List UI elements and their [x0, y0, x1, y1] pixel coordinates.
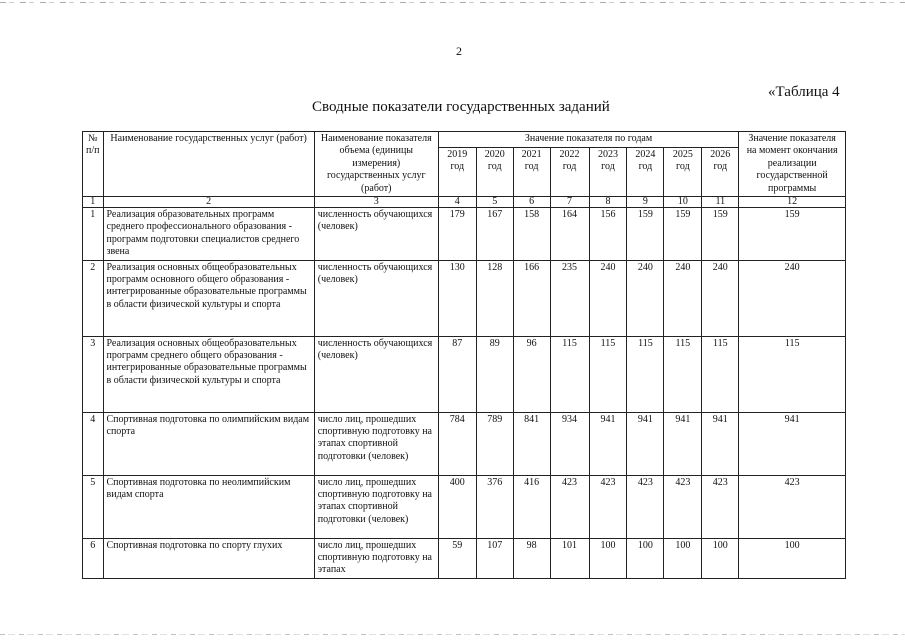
final-value: 240: [739, 260, 846, 336]
year-value: 179: [438, 208, 476, 261]
header-year: 2024 год: [627, 147, 664, 196]
year-value: 159: [664, 208, 702, 261]
year-value: 159: [627, 208, 664, 261]
header-year: 2020 год: [476, 147, 513, 196]
year-value: 100: [664, 538, 702, 578]
year-value: 941: [664, 412, 702, 475]
scan-artifact-top: [0, 2, 905, 3]
final-value: 423: [739, 475, 846, 538]
year-value: 115: [589, 336, 627, 412]
year-value: 235: [550, 260, 589, 336]
year-value: 98: [513, 538, 550, 578]
column-number: 8: [589, 197, 627, 208]
header-year: 2023 год: [589, 147, 627, 196]
page-number: 2: [456, 44, 462, 58]
year-value: 423: [702, 475, 739, 538]
year-value: 128: [476, 260, 513, 336]
year-value: 841: [513, 412, 550, 475]
scan-artifact-bottom: [0, 634, 905, 635]
row-number: 3: [83, 336, 104, 412]
year-value: 941: [627, 412, 664, 475]
column-number: 1: [83, 197, 104, 208]
year-value: 87: [438, 336, 476, 412]
year-value: 101: [550, 538, 589, 578]
year-value: 376: [476, 475, 513, 538]
year-value: 100: [589, 538, 627, 578]
final-value: 100: [739, 538, 846, 578]
year-value: 240: [627, 260, 664, 336]
indicator-name: число лиц, прошедших спортивную подготовку на этапах спортивной подготовки (человек): [314, 412, 438, 475]
year-value: 158: [513, 208, 550, 261]
column-number: 7: [550, 197, 589, 208]
header-year: 2022 год: [550, 147, 589, 196]
indicators-table: [82, 131, 846, 579]
header-year: 2026 год: [702, 147, 739, 196]
year-value: 166: [513, 260, 550, 336]
table-row: [83, 475, 846, 538]
indicator-name: число лиц, прошедших спортивную подготовку на этапах: [314, 538, 438, 578]
header-final-value: Значение показателя на момент окончания реализации государственной программы: [739, 132, 846, 197]
indicator-name: численность обучающихся (человек): [314, 336, 438, 412]
column-number: 12: [739, 197, 846, 208]
year-value: 100: [702, 538, 739, 578]
column-number: 4: [438, 197, 476, 208]
year-value: 789: [476, 412, 513, 475]
year-value: 400: [438, 475, 476, 538]
service-name: Спортивная подготовка по неолимпийским видам спорта: [103, 475, 314, 538]
header-values-by-year: Значение показателя по годам: [438, 132, 738, 148]
year-value: 164: [550, 208, 589, 261]
year-value: 96: [513, 336, 550, 412]
service-name: Реализация основных общеобразовательных программ основного общего образования - интегрированные образовательные программы в области физической культуры и спорта: [103, 260, 314, 336]
header-row-1: [83, 132, 846, 148]
table-row: [83, 336, 846, 412]
service-name: Реализация основных общеобразовательных программ среднего общего образования - интегрированные образовательные программы в области физической культуры и спорта: [103, 336, 314, 412]
column-number: 3: [314, 197, 438, 208]
year-value: 423: [627, 475, 664, 538]
header-indicator: Наименование показателя объема (единицы измерения) государственных услуг (работ): [314, 132, 438, 197]
row-number: 6: [83, 538, 104, 578]
year-value: 784: [438, 412, 476, 475]
year-value: 423: [550, 475, 589, 538]
year-value: 159: [702, 208, 739, 261]
year-value: 115: [550, 336, 589, 412]
header-year: 2019 год: [438, 147, 476, 196]
year-value: 115: [702, 336, 739, 412]
final-value: 941: [739, 412, 846, 475]
year-value: 941: [589, 412, 627, 475]
row-number: 5: [83, 475, 104, 538]
year-value: 100: [627, 538, 664, 578]
header-year: 2025 год: [664, 147, 702, 196]
final-value: 159: [739, 208, 846, 261]
year-value: 156: [589, 208, 627, 261]
column-number: 6: [513, 197, 550, 208]
row-number: 2: [83, 260, 104, 336]
year-value: 240: [589, 260, 627, 336]
service-name: Спортивная подготовка по спорту глухих: [103, 538, 314, 578]
document-title: Сводные показатели государственных заданий: [312, 99, 610, 115]
year-value: 941: [702, 412, 739, 475]
year-value: 115: [627, 336, 664, 412]
row-number: 1: [83, 208, 104, 261]
year-value: 423: [664, 475, 702, 538]
indicator-name: численность обучающихся (человек): [314, 260, 438, 336]
header-year: 2021 год: [513, 147, 550, 196]
final-value: 115: [739, 336, 846, 412]
year-value: 89: [476, 336, 513, 412]
table-row: [83, 412, 846, 475]
year-value: 167: [476, 208, 513, 261]
table-reference: «Таблица 4: [768, 84, 840, 100]
table-row: [83, 538, 846, 578]
column-number: 11: [702, 197, 739, 208]
column-number: 9: [627, 197, 664, 208]
year-value: 240: [664, 260, 702, 336]
column-number: 2: [103, 197, 314, 208]
year-value: 59: [438, 538, 476, 578]
table-row: [83, 260, 846, 336]
header-service: Наименование государственных услуг (работ): [103, 132, 314, 197]
year-value: 107: [476, 538, 513, 578]
year-value: 130: [438, 260, 476, 336]
table-row: [83, 208, 846, 261]
service-name: Спортивная подготовка по олимпийским видам спорта: [103, 412, 314, 475]
indicator-name: число лиц, прошедших спортивную подготовку на этапах спортивной подготовки (человек): [314, 475, 438, 538]
year-value: 115: [664, 336, 702, 412]
year-value: 240: [702, 260, 739, 336]
service-name: Реализация образовательных программ среднего профессионального образования - программ подготовки специалистов среднего звена: [103, 208, 314, 261]
column-number: 5: [476, 197, 513, 208]
header-num: № п/п: [83, 132, 104, 197]
year-value: 934: [550, 412, 589, 475]
year-value: 423: [589, 475, 627, 538]
year-value: 416: [513, 475, 550, 538]
row-number: 4: [83, 412, 104, 475]
column-number-row: [83, 197, 846, 208]
indicator-name: численность обучающихся (человек): [314, 208, 438, 261]
column-number: 10: [664, 197, 702, 208]
